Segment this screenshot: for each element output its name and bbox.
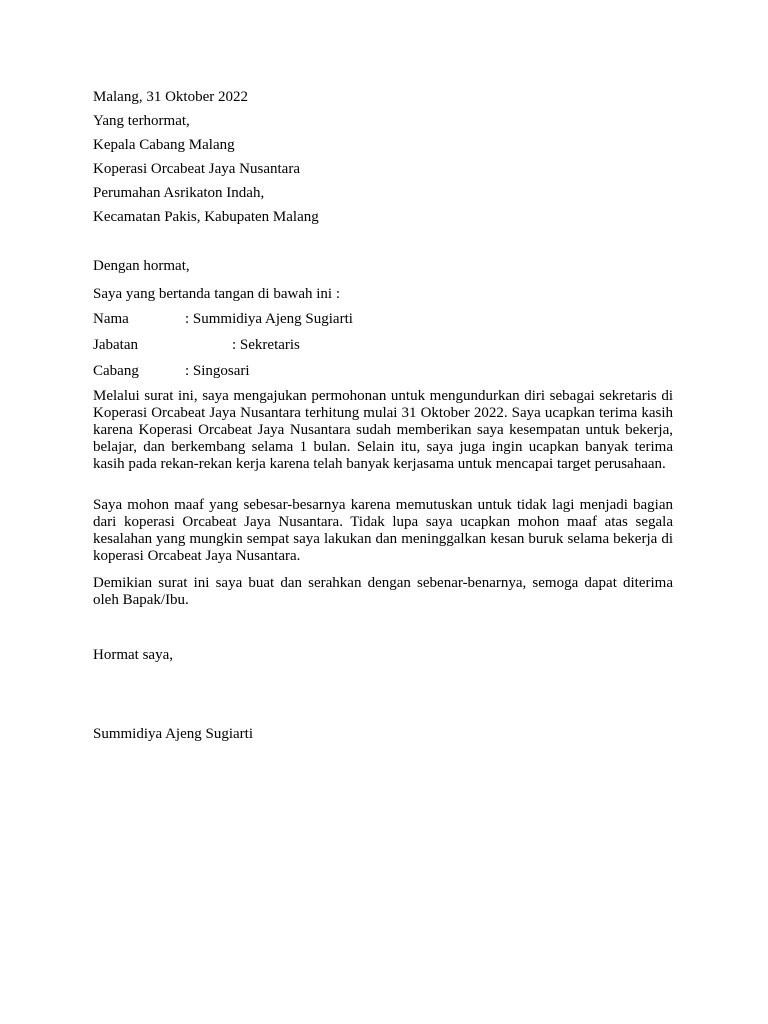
body-paragraph-1: Melalui surat ini, saya mengajukan permohonan untuk mengundurkan diri sebagai sekretaris di Koperasi Orcabeat Jaya Nusantara terhitung mulai 31 Oktober 2022. Saya ucapkan terima kasih karena Koperasi Orcabeat Jaya Nusantara sudah memberikan saya kesempatan untuk bekerja, belajar, dan berkembang selama 1 bulan. Selain itu, saya juga ingin ucapkan banyak terima kasih pada rekan-rekan kerja karena telah banyak kerjasama untuk mencapai target perusahaan.: [93, 388, 673, 472]
recipient-salutation: Yang terhormat,: [93, 113, 190, 129]
field-value-nama: : Summidiya Ajeng Sugiarti: [185, 311, 353, 327]
place-date: Malang, 31 Oktober 2022: [93, 89, 248, 105]
greeting: Dengan hormat,: [93, 258, 190, 274]
field-label-cabang: Cabang: [93, 363, 139, 379]
field-value-cabang: : Singosari: [185, 363, 250, 379]
recipient-organization: Koperasi Orcabeat Jaya Nusantara: [93, 161, 300, 177]
field-label-nama: Nama: [93, 311, 129, 327]
signature-name: Summidiya Ajeng Sugiarti: [93, 726, 253, 742]
field-label-jabatan: Jabatan: [93, 337, 138, 353]
recipient-address-line1: Perumahan Asrikaton Indah,: [93, 185, 265, 201]
body-paragraph-2: Saya mohon maaf yang sebesar-besarnya karena memutuskan untuk tidak lagi menjadi bagian dari koperasi Orcabeat Jaya Nusantara. Tidak lupa saya ucapkan mohon maaf atas segala kesalahan yang mungkin sempat saya lakukan dan meninggalkan kesan buruk selama bekerja di koperasi Orcabeat Jaya Nusantara.: [93, 497, 673, 564]
recipient-title: Kepala Cabang Malang: [93, 137, 235, 153]
recipient-address-line2: Kecamatan Pakis, Kabupaten Malang: [93, 209, 319, 225]
intro-line: Saya yang bertanda tangan di bawah ini :: [93, 286, 341, 302]
body-paragraph-3: Demikian surat ini saya buat dan serahkan dengan sebenar-benarnya, semoga dapat diterima oleh Bapak/Ibu.: [93, 575, 673, 608]
closing: Hormat saya,: [93, 647, 173, 663]
field-value-jabatan: : Sekretaris: [232, 337, 300, 353]
